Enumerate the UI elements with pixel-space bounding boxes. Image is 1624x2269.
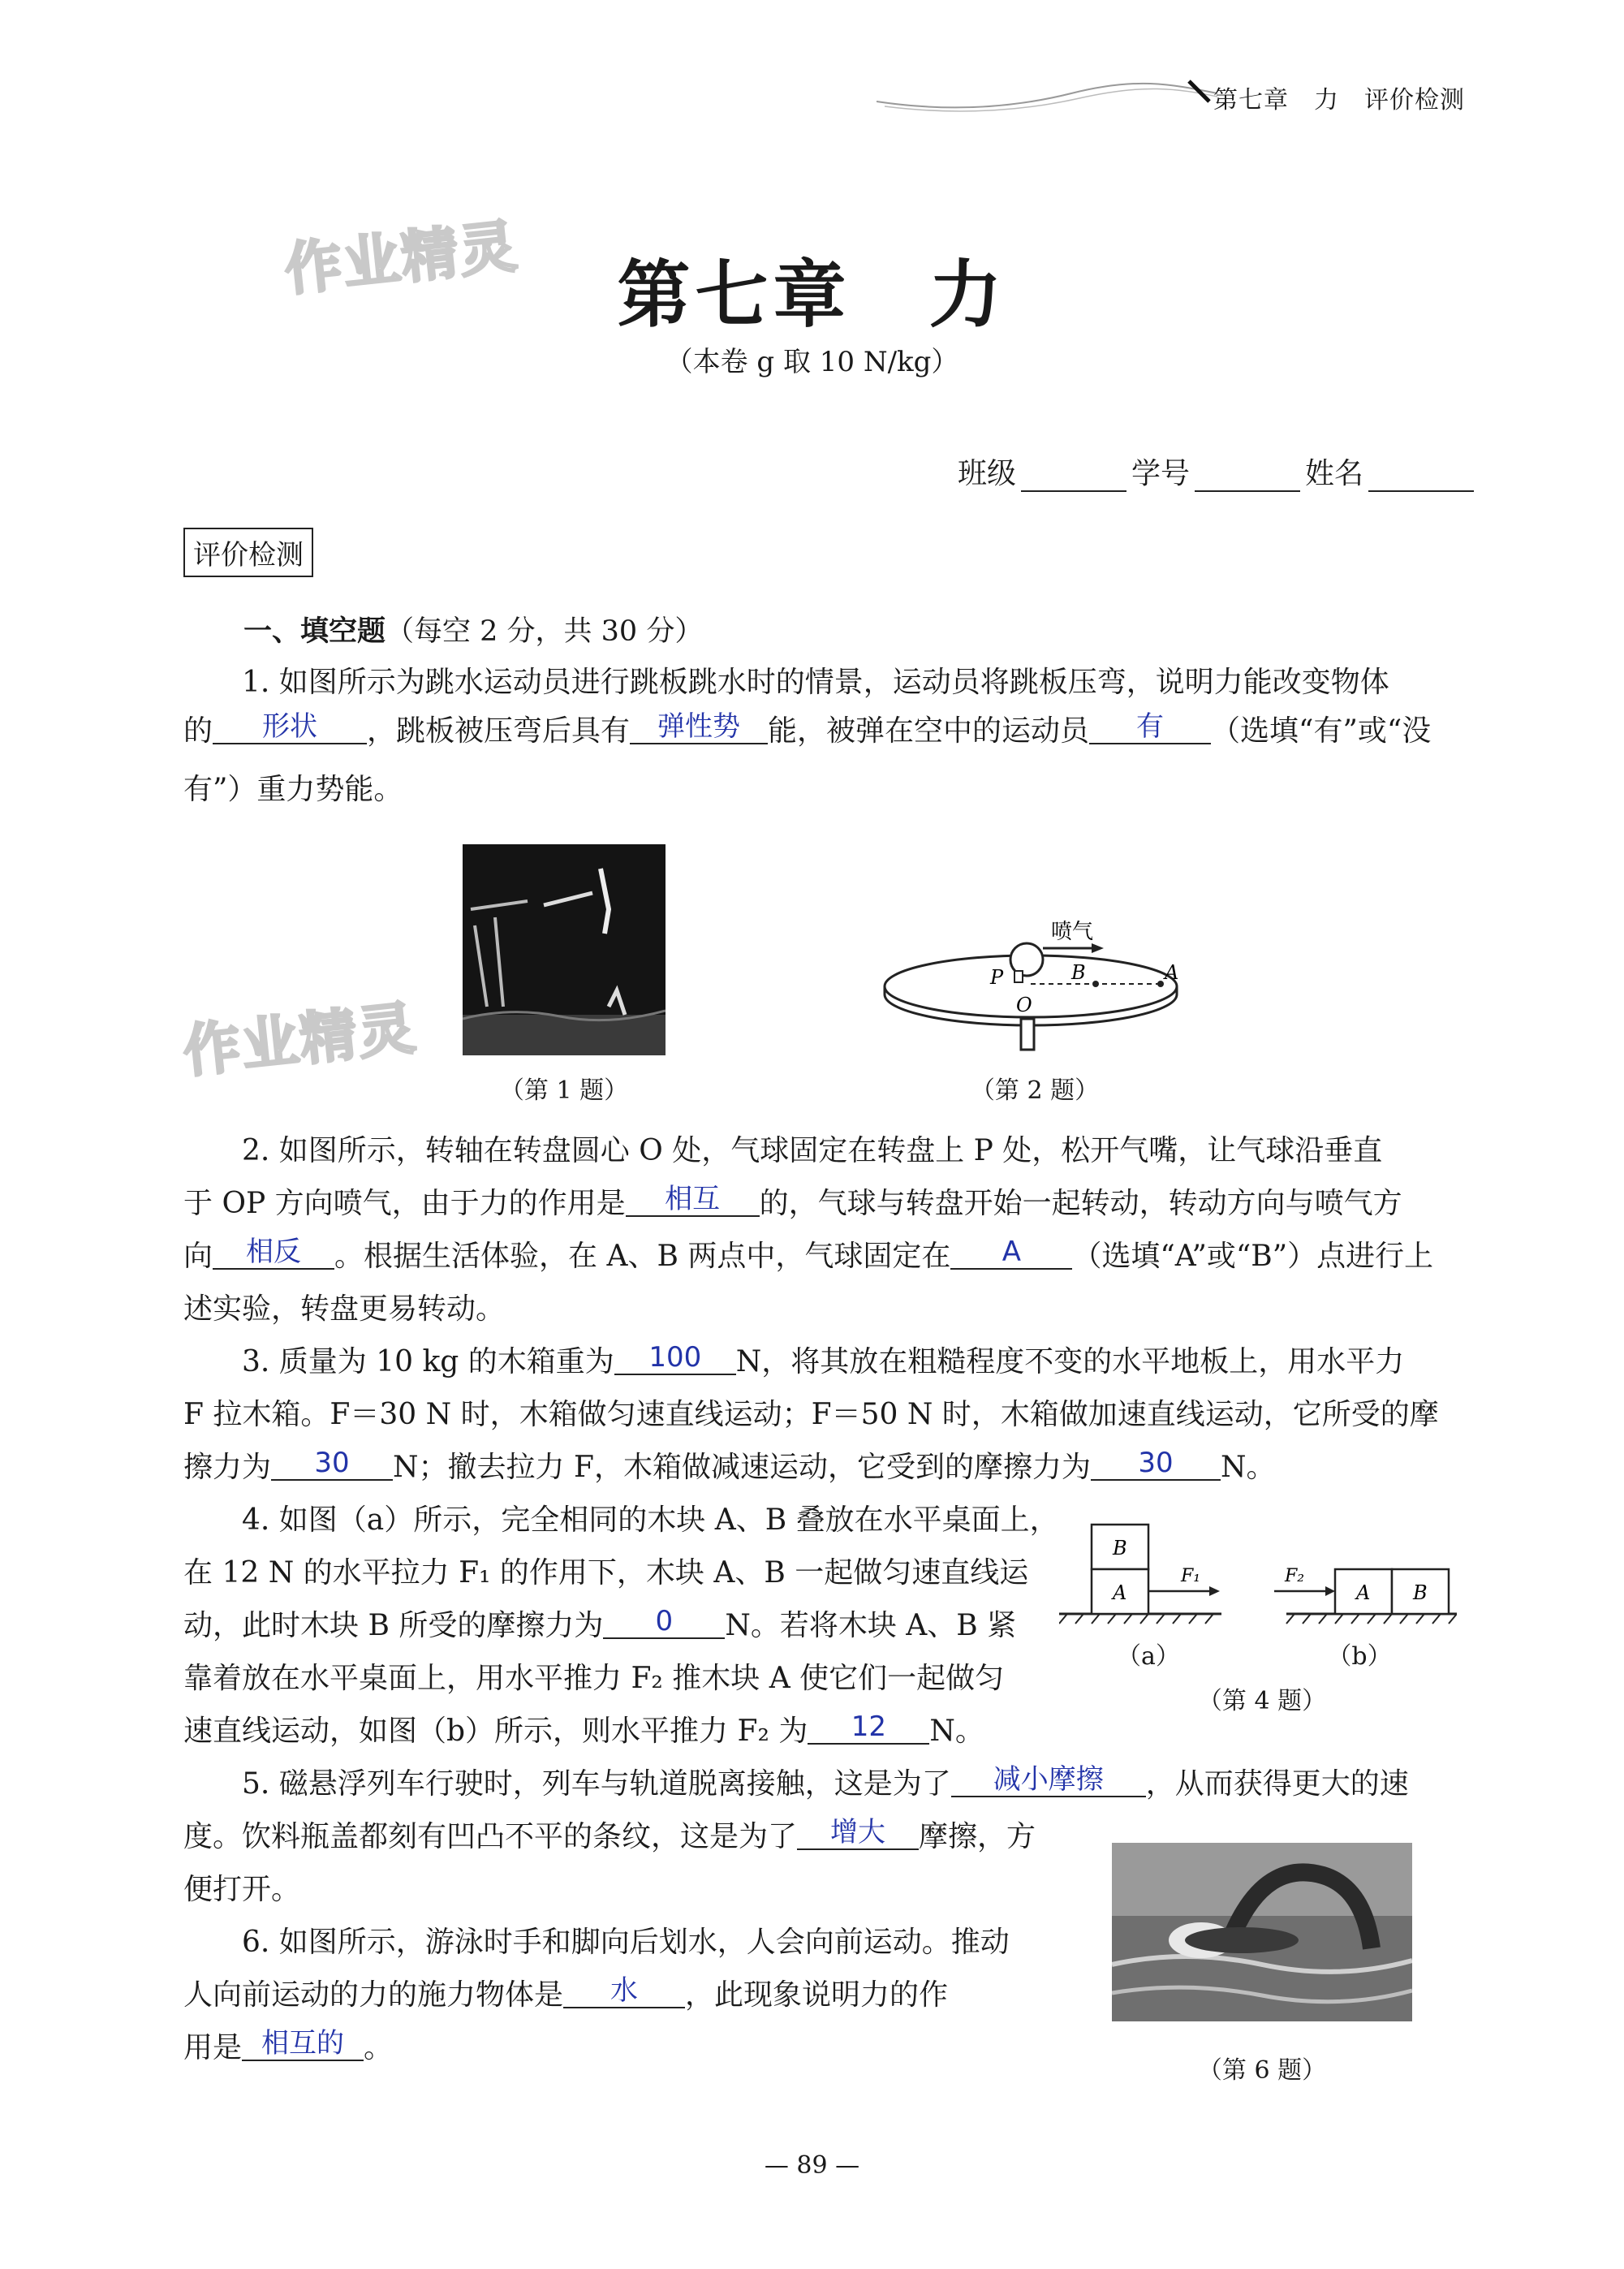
q2-line-3 — [183, 1230, 1433, 1283]
q2-text-e: （选填“A”或“B”）点进行上 — [1072, 1240, 1434, 1273]
q3-text-b: N，将其放在粗糙程度不变的水平地板上，用水平力 — [735, 1345, 1405, 1378]
q4-line-2: 在 12 N 的水平拉力 F₁ 的作用下，木块 A、B 一起做匀速直线运 — [183, 1556, 1029, 1590]
q6-text-c: 用是 — [183, 2031, 243, 2064]
q1-text-a: 的 — [183, 714, 213, 748]
q2-answer-2[interactable]: 相反 — [213, 1236, 334, 1270]
q5-line-3: 便打开。 — [183, 1873, 301, 1906]
q6-text-a: 人向前运动的力的施力物体是 — [183, 1978, 564, 2012]
q3-answer-2[interactable]: 30 — [271, 1447, 393, 1481]
q4-answer-2[interactable]: 12 — [808, 1710, 929, 1745]
q1-line-2 — [183, 705, 1431, 758]
q1-text-c: 能，被弹在空中的运动员 — [768, 714, 1090, 748]
section-label: 评价检测 — [183, 528, 313, 577]
caption-q4: （第 4 题） — [1197, 1687, 1327, 1715]
caption-fig4a: （a） — [1117, 1642, 1180, 1671]
q1-text-d: （选填“有”或“没 — [1211, 714, 1432, 748]
q6-line-1: 6. 如图所示，游泳时手和脚向后划水，人会向前运动。推动 — [242, 1926, 1010, 1959]
fig6-swimmer-photo — [1112, 1843, 1412, 2021]
chapter-subtitle: （本卷 g 取 10 N/kg） — [665, 346, 959, 378]
class-label: 班级 — [958, 457, 1017, 490]
q3-line-1 — [242, 1335, 1404, 1389]
q5-text-c: 度。饮料瓶盖都刻有凹凸不平的条纹，这是为了 — [183, 1820, 798, 1853]
fig4b-label-a: A — [1356, 1581, 1371, 1604]
q1-line-3: 有”）重力势能。 — [183, 773, 403, 806]
q5-line-2 — [183, 1810, 1036, 1864]
q6-line-3 — [183, 2021, 393, 2075]
fig2-label-b: B — [1071, 961, 1086, 984]
q2-line-1: 2. 如图所示，转轴在转盘圆心 O 处，气球固定在转盘上 P 处，松开气嘴，让气球沿垂直 — [242, 1134, 1383, 1167]
q4-text-a: 动，此时木块 B 所受的摩擦力为 — [183, 1609, 604, 1642]
fig2-turntable-diagram — [877, 909, 1185, 1063]
q4-line-5 — [183, 1705, 984, 1758]
q3-text-a: 3. 质量为 10 kg 的木箱重为 — [242, 1345, 614, 1378]
q5-answer-1[interactable]: 减小摩擦 — [951, 1763, 1146, 1797]
watermark-top: 作业精灵 — [282, 213, 522, 304]
caption-fig4b: （b） — [1327, 1642, 1392, 1671]
running-header: 第七章 力 评价检测 — [1213, 86, 1465, 114]
fig2-label-p: P — [990, 966, 1004, 989]
q5-text-a: 5. 磁悬浮列车行驶时，列车与轨道脱离接触，这是为了 — [242, 1767, 951, 1801]
watermark-middle: 作业精灵 — [180, 994, 420, 1085]
q3-answer-1[interactable]: 100 — [614, 1341, 736, 1375]
q6-answer-1[interactable]: 水 — [563, 1974, 685, 2008]
q6-text-d: 。 — [364, 2031, 394, 2064]
q2-answer-1[interactable]: 相互 — [626, 1183, 760, 1217]
student-info-line — [958, 451, 1479, 492]
q5-line-1 — [242, 1758, 1409, 1811]
q6-line-2 — [183, 1969, 948, 2022]
fig4a-label-a: A — [1113, 1581, 1127, 1604]
q2-line-2 — [183, 1177, 1402, 1231]
q1-answer-1[interactable]: 形状 — [213, 710, 367, 744]
q1-answer-3[interactable]: 有 — [1089, 710, 1211, 744]
q3-answer-3[interactable]: 30 — [1091, 1447, 1221, 1481]
caption-q6: （第 6 题） — [1197, 2056, 1327, 2085]
part-one-note: （每空 2 分，共 30 分） — [386, 615, 704, 648]
q3-text-e: N。 — [1220, 1451, 1276, 1484]
q2-text-d: 。根据生活体验，在 A、B 两点中，气球固定在 — [334, 1240, 951, 1273]
q2-text-a: 于 OP 方向喷气，由于力的作用是 — [183, 1187, 626, 1220]
q1-text-b: ，跳板被压弯后具有 — [367, 714, 631, 748]
q3-line-3 — [183, 1441, 1275, 1495]
fig4a-label-b: B — [1113, 1537, 1127, 1559]
name-label: 姓名 — [1305, 457, 1364, 490]
q5-text-b: ，从而获得更大的速 — [1145, 1767, 1409, 1801]
q2-answer-3[interactable]: A — [950, 1236, 1072, 1270]
q2-text-b: 的，气球与转盘开始一起转动，转动方向与喷气方 — [759, 1187, 1402, 1220]
q6-answer-2[interactable]: 相互的 — [242, 2027, 364, 2061]
q4-answer-1[interactable]: 0 — [603, 1605, 725, 1639]
fig2-label-jet: 喷气 — [1051, 920, 1094, 944]
fig4-blocks-diagram — [1059, 1518, 1457, 1632]
q4-line-1: 4. 如图（a）所示，完全相同的木块 A、B 叠放在水平桌面上， — [242, 1503, 1059, 1537]
caption-q1: （第 1 题） — [499, 1076, 629, 1105]
fig4a-label-f1: F₁ — [1181, 1566, 1201, 1586]
name-blank[interactable] — [1368, 461, 1474, 492]
header-wave-decoration — [877, 77, 1217, 118]
page-number: — 89 — — [764, 2151, 860, 2180]
number-blank[interactable] — [1195, 461, 1300, 492]
q6-text-b: ，此现象说明力的作 — [685, 1978, 949, 2012]
q1-answer-2[interactable]: 弹性势 — [630, 710, 768, 744]
q5-text-d: 摩擦，方 — [919, 1820, 1036, 1853]
q4-text-c: 速直线运动，如图（b）所示，则水平推力 F₂ 为 — [183, 1715, 808, 1748]
q3-text-d: N；撤去拉力 F，木箱做减速运动，它受到的摩擦力为 — [393, 1451, 1091, 1484]
q3-line-2: F 拉木箱。F＝30 N 时，木箱做匀速直线运动；F＝50 N 时，木箱做加速直线运动，它所受的摩 — [183, 1398, 1439, 1431]
part-one-heading — [243, 609, 703, 649]
number-label: 学号 — [1131, 457, 1191, 490]
fig1-diving-photo — [463, 844, 666, 1055]
fig2-label-o: O — [1016, 994, 1032, 1016]
q4-text-b: N。若将木块 A、B 紧 — [725, 1609, 1017, 1642]
q3-text-c: 擦力为 — [183, 1451, 272, 1484]
fig4b-label-b: B — [1413, 1581, 1428, 1604]
q4-line-4: 靠着放在水平桌面上，用水平推力 F₂ 推木块 A 使它们一起做匀 — [183, 1662, 1005, 1695]
fig2-label-a: A — [1165, 961, 1179, 984]
q5-answer-2[interactable]: 增大 — [797, 1816, 919, 1850]
caption-q2: （第 2 题） — [970, 1076, 1100, 1105]
q1-line-1: 1. 如图所示为跳水运动员进行跳板跳水时的情景，运动员将跳板压弯，说明力能改变物体 — [242, 666, 1389, 699]
class-blank[interactable] — [1021, 461, 1126, 492]
q2-text-c: 向 — [183, 1240, 213, 1273]
q4-line-3 — [183, 1599, 1016, 1653]
chapter-title: 第七章 力 — [617, 252, 1007, 338]
q2-line-4: 述实验，转盘更易转动。 — [183, 1292, 506, 1326]
part-one-label: 一、填空题 — [243, 615, 386, 648]
q4-text-d: N。 — [929, 1715, 984, 1748]
fig4b-label-f2: F₂ — [1285, 1566, 1305, 1586]
